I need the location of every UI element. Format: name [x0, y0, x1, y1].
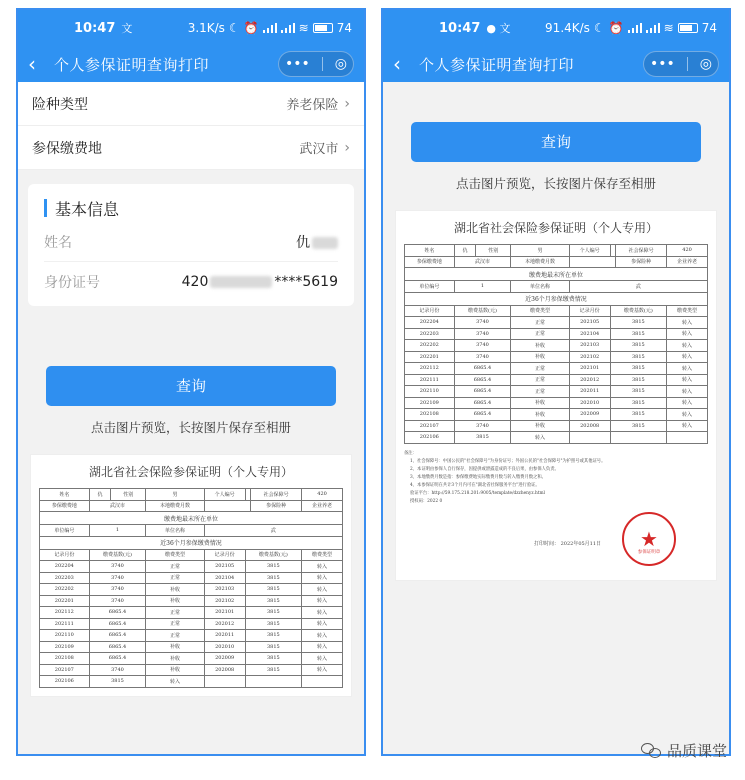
- table-cell: 3815: [245, 595, 302, 607]
- section-months-heading: 近36个月参保缴费情况: [40, 536, 343, 549]
- table-cell: 3815: [245, 664, 302, 676]
- info-cell: 参保险种: [616, 256, 667, 268]
- table-cell: 202112: [40, 607, 90, 619]
- table-cell: 202105: [569, 317, 610, 329]
- translate-icon: 文: [121, 22, 133, 35]
- info-cell: 本地缴费月数: [146, 500, 205, 512]
- miniprogram-capsule: [278, 51, 354, 77]
- table-cell: 202106: [40, 676, 90, 688]
- table-cell: 6865.4: [89, 641, 146, 653]
- certificate-image[interactable]: [395, 210, 717, 581]
- table-row: [40, 664, 343, 676]
- table-row: [40, 561, 343, 573]
- table-cell: 转入: [302, 641, 343, 653]
- insurance-type-label: 险种类型: [32, 96, 88, 113]
- info-cell: 姓名: [405, 245, 455, 257]
- info-cell: 性别: [111, 489, 146, 501]
- table-row: [40, 676, 343, 688]
- table-cell: 正常: [511, 328, 570, 340]
- unit-cell: 单位编号: [405, 281, 455, 293]
- name-label: 姓名: [44, 234, 72, 251]
- notes-title: 备注：: [404, 450, 417, 456]
- status-right: [545, 21, 717, 35]
- table-cell: 转入: [302, 607, 343, 619]
- table-cell: 3740: [454, 420, 511, 432]
- page-title: 个人参保证明查询打印: [54, 55, 210, 74]
- table-cell: 202204: [40, 561, 90, 573]
- table-cell: 转入: [146, 676, 205, 688]
- chevron-right-icon: ›: [344, 139, 350, 156]
- table-cell: 202101: [569, 363, 610, 375]
- table-cell: 转入: [667, 409, 708, 421]
- section-row: [405, 292, 708, 305]
- card-title-text: 基本信息: [55, 199, 120, 219]
- info-cell: 企业养老: [667, 256, 708, 268]
- info-row: [405, 245, 708, 257]
- table-cell: 补收: [146, 595, 205, 607]
- table-cell: 转入: [302, 595, 343, 607]
- table-cell: 202102: [204, 595, 245, 607]
- page-title: 个人参保证明查询打印: [419, 55, 575, 74]
- print-area: [404, 506, 708, 566]
- table-cell: 6865.4: [454, 397, 511, 409]
- section-row: [40, 536, 343, 549]
- moon-icon: ☾: [593, 21, 605, 35]
- table-cell: 202203: [405, 328, 455, 340]
- phone-screen-right: [381, 8, 731, 756]
- id-number-label: 身份证号: [44, 275, 100, 291]
- certificate-image[interactable]: [30, 454, 352, 697]
- note-line: 4、本参保证明在共计3个月内可在"湖北省社保服务平台"进行验证。: [410, 482, 540, 488]
- table-row: [40, 618, 343, 630]
- table-cell: 3740: [89, 584, 146, 596]
- info-cell: 男: [511, 245, 570, 257]
- table-cell: 202009: [569, 409, 610, 421]
- unit-cell: 单位名称: [511, 281, 570, 293]
- table-cell: 202109: [405, 397, 455, 409]
- table-cell: 正常: [511, 317, 570, 329]
- section-row: [40, 512, 343, 525]
- table-cell: 3815: [610, 386, 667, 398]
- table-cell: 3740: [89, 561, 146, 573]
- section-unit-heading: 缴费地最末所在单位: [405, 268, 708, 281]
- table-cell: 正常: [511, 386, 570, 398]
- table-cell: 202202: [405, 340, 455, 352]
- table-cell: 202106: [405, 432, 455, 444]
- note-line: 3、本地缴费月数是指：参保缴费地实际缴费月数与转入缴费月数之和。: [410, 474, 546, 480]
- card-title: [44, 194, 338, 222]
- months-header-cell: 缴费类型: [146, 549, 205, 561]
- table-row: [40, 595, 343, 607]
- table-cell: 转入: [302, 664, 343, 676]
- wechat-icon: [641, 743, 663, 759]
- info-cell: 420: [302, 489, 343, 501]
- table-row: [405, 409, 708, 421]
- section-unit-heading: 缴费地最末所在单位: [40, 512, 343, 525]
- table-cell: 转入: [302, 572, 343, 584]
- table-cell: 202201: [405, 351, 455, 363]
- table-cell: 202112: [405, 363, 455, 375]
- status-right: [188, 21, 352, 35]
- seal-text: 参保证明章: [637, 549, 661, 555]
- table-cell: 202109: [40, 641, 90, 653]
- table-cell: 202011: [569, 386, 610, 398]
- table-row: [405, 397, 708, 409]
- name-field: [44, 222, 338, 262]
- table-cell: 3740: [454, 328, 511, 340]
- table-cell: [610, 432, 667, 444]
- signal-icon-2: [281, 23, 295, 33]
- table-cell: 202203: [40, 572, 90, 584]
- table-cell: 202104: [204, 572, 245, 584]
- table-cell: 202101: [204, 607, 245, 619]
- table-cell: 3815: [245, 572, 302, 584]
- table-cell: 6865.4: [89, 653, 146, 665]
- table-cell: 正常: [146, 607, 205, 619]
- info-cell: 参保险种: [251, 500, 302, 512]
- months-header-cell: 缴费基数(元): [245, 549, 302, 561]
- wifi-icon: ≋: [298, 21, 309, 35]
- table-cell: 转入: [667, 363, 708, 375]
- table-cell: 转入: [302, 618, 343, 630]
- table-cell: 转入: [667, 374, 708, 386]
- table-cell: 补收: [511, 397, 570, 409]
- table-cell: 3815: [610, 409, 667, 421]
- table-cell: 202103: [204, 584, 245, 596]
- table-cell: [204, 676, 245, 688]
- id-number-value: 420 ****5619: [181, 274, 338, 290]
- table-cell: 202204: [405, 317, 455, 329]
- info-cell: 社会保障号: [616, 245, 667, 257]
- table-cell: 202107: [405, 420, 455, 432]
- watermark-text: 品质课堂: [666, 742, 727, 760]
- insurance-type-row[interactable]: [18, 82, 364, 126]
- table-cell: 正常: [146, 618, 205, 630]
- table-cell: 转入: [302, 653, 343, 665]
- unit-cell: 武: [569, 281, 707, 293]
- payment-location-row[interactable]: [18, 126, 364, 170]
- wechat-notify-icon: ● 文: [486, 22, 511, 35]
- close-target-icon[interactable]: ◎: [334, 56, 347, 72]
- alarm-icon: ⏰: [243, 21, 259, 35]
- table-cell: 补收: [146, 641, 205, 653]
- table-row: [40, 653, 343, 665]
- moon-icon: ☾: [228, 21, 240, 35]
- table-cell: 202012: [204, 618, 245, 630]
- table-cell: 3740: [454, 340, 511, 352]
- table-cell: [302, 676, 343, 688]
- table-cell: 转入: [667, 317, 708, 329]
- table-cell: 3740: [454, 317, 511, 329]
- nav-bar: [383, 46, 729, 82]
- table-cell: 202202: [40, 584, 90, 596]
- table-cell: 补收: [511, 351, 570, 363]
- info-cell: 本地缴费月数: [511, 256, 570, 268]
- unit-cell: 单位名称: [146, 525, 205, 537]
- seal-star-icon: ★: [640, 526, 658, 551]
- section-months-heading: 近36个月参保缴费情况: [405, 292, 708, 305]
- table-cell: 202110: [40, 630, 90, 642]
- table-cell: 转入: [302, 584, 343, 596]
- section-row: [405, 268, 708, 281]
- table-cell: 202008: [569, 420, 610, 432]
- network-speed: 91.4K/s: [545, 21, 590, 35]
- print-time: 打印时间： 2022年05月11日: [534, 540, 602, 547]
- table-cell: 202010: [569, 397, 610, 409]
- certificate-table: [404, 244, 708, 444]
- signal-icon: [628, 23, 642, 33]
- info-cell: [569, 256, 615, 268]
- table-cell: 补收: [511, 420, 570, 432]
- nav-bar: [18, 46, 364, 82]
- table-cell: 转入: [667, 386, 708, 398]
- table-cell: 正常: [146, 561, 205, 573]
- basic-info-card: [28, 184, 354, 306]
- table-cell: 补收: [146, 653, 205, 665]
- table-cell: 3815: [610, 317, 667, 329]
- certificate-notes: [404, 450, 708, 506]
- info-cell: 参保缴费地: [405, 256, 455, 268]
- note-line: 验证平台：http://59.175.218.201:9005/template/dzzhenyz.html: [410, 490, 545, 496]
- status-bar: [383, 10, 729, 46]
- more-icon[interactable]: •••: [650, 56, 675, 72]
- months-header-row: [40, 549, 343, 561]
- info-cell: 男: [146, 489, 205, 501]
- info-cell: 个人编号: [204, 489, 245, 501]
- table-cell: 202102: [569, 351, 610, 363]
- insurance-type-value: 养老保险: [286, 98, 339, 113]
- table-cell: 转入: [667, 397, 708, 409]
- table-row: [405, 432, 708, 444]
- table-cell: 3815: [245, 630, 302, 642]
- unit-cell: 武: [204, 525, 342, 537]
- table-row: [405, 340, 708, 352]
- table-cell: 6865.4: [454, 386, 511, 398]
- info-row: [405, 256, 708, 268]
- table-cell: [245, 676, 302, 688]
- payment-location-label: 参保缴费地: [32, 140, 102, 157]
- table-cell: 202111: [40, 618, 90, 630]
- table-cell: 3815: [454, 432, 511, 444]
- table-row: [405, 386, 708, 398]
- table-cell: 3815: [245, 653, 302, 665]
- status-time: 10:47: [74, 20, 116, 36]
- query-button[interactable]: 查询: [46, 366, 336, 406]
- table-row: [40, 584, 343, 596]
- table-cell: 202012: [569, 374, 610, 386]
- months-header-cell: 缴费类型: [511, 305, 570, 317]
- table-cell: 6865.4: [454, 374, 511, 386]
- payment-location-value: 武汉市: [299, 142, 339, 157]
- info-row: [40, 500, 343, 512]
- battery-icon: [313, 23, 333, 33]
- table-cell: 6865.4: [89, 618, 146, 630]
- table-cell: 202110: [405, 386, 455, 398]
- table-cell: 3815: [610, 351, 667, 363]
- table-cell: 3815: [610, 363, 667, 375]
- table-cell: 3815: [610, 374, 667, 386]
- query-button[interactable]: 查询: [411, 122, 701, 162]
- table-cell: 202010: [204, 641, 245, 653]
- table-cell: 正常: [511, 374, 570, 386]
- official-seal: [622, 512, 676, 566]
- table-row: [40, 630, 343, 642]
- status-bar: [18, 10, 364, 46]
- signal-icon: [263, 23, 277, 33]
- info-cell: 性别: [476, 245, 511, 257]
- table-cell: 202108: [40, 653, 90, 665]
- table-cell: 202105: [204, 561, 245, 573]
- table-cell: 202107: [40, 664, 90, 676]
- months-header-cell: 缴费类型: [302, 549, 343, 561]
- months-header-cell: 记录月份: [405, 305, 455, 317]
- months-header-row: [405, 305, 708, 317]
- alarm-icon: ⏰: [608, 21, 624, 35]
- table-cell: 3815: [245, 561, 302, 573]
- table-cell: 3815: [245, 584, 302, 596]
- table-cell: 补收: [511, 409, 570, 421]
- table-cell: 6865.4: [454, 409, 511, 421]
- unit-cell: 单位编号: [40, 525, 90, 537]
- table-cell: 3740: [89, 572, 146, 584]
- table-row: [40, 641, 343, 653]
- unit-row: [405, 281, 708, 293]
- table-cell: 202104: [569, 328, 610, 340]
- phone-screen-left: [16, 8, 366, 756]
- table-cell: 转入: [667, 340, 708, 352]
- table-cell: [667, 432, 708, 444]
- months-header-cell: 记录月份: [569, 305, 610, 317]
- table-cell: 202008: [204, 664, 245, 676]
- table-cell: 正常: [146, 630, 205, 642]
- more-icon[interactable]: •••: [285, 56, 310, 72]
- table-cell: 3740: [89, 595, 146, 607]
- table-cell: 6865.4: [89, 607, 146, 619]
- table-row: [405, 363, 708, 375]
- table-row: [40, 572, 343, 584]
- status-time: 10:47: [439, 20, 481, 36]
- signal-icon-2: [646, 23, 660, 33]
- table-cell: 转入: [511, 432, 570, 444]
- miniprogram-capsule: [643, 51, 719, 77]
- preview-hint: 点击图片预览，长按图片保存至相册: [90, 420, 291, 435]
- wifi-icon: ≋: [663, 21, 674, 35]
- table-row: [405, 374, 708, 386]
- close-target-icon[interactable]: ◎: [699, 56, 712, 72]
- watermark: [641, 740, 727, 761]
- preview-hint: 点击图片预览，长按图片保存至相册: [455, 176, 656, 191]
- table-row: [405, 351, 708, 363]
- table-cell: 转入: [667, 328, 708, 340]
- table-cell: 3815: [610, 397, 667, 409]
- certificate-title: 湖北省社会保险参保证明（个人专用）: [88, 465, 293, 479]
- certificate-title: 湖北省社会保险参保证明（个人专用）: [453, 221, 658, 235]
- info-cell: 武汉市: [89, 500, 146, 512]
- months-header-cell: 缴费基数(元): [610, 305, 667, 317]
- table-row: [405, 317, 708, 329]
- name-value: 仇: [296, 232, 338, 252]
- network-speed: 3.1K/s: [187, 21, 225, 35]
- unit-cell: 1: [454, 281, 511, 293]
- table-cell: 3815: [245, 641, 302, 653]
- months-header-cell: 缴费类型: [667, 305, 708, 317]
- table-cell: 3740: [89, 664, 146, 676]
- battery-level: 74: [336, 21, 352, 35]
- months-header-cell: 缴费基数(元): [454, 305, 511, 317]
- table-cell: 202108: [405, 409, 455, 421]
- certificate-table: [39, 488, 343, 688]
- note-line: 1、社会保障号：中国公民的"社会保障号"为身份证号；外国公民的"社会保障号"为护照号或其他证号。: [410, 458, 606, 464]
- battery-icon: [678, 23, 698, 33]
- table-cell: 3815: [610, 340, 667, 352]
- table-cell: 6865.4: [89, 630, 146, 642]
- table-cell: [569, 432, 610, 444]
- note-line: 授权码：2022 0: [410, 498, 443, 504]
- info-cell: 社会保障号: [251, 489, 302, 501]
- info-cell: 420: [667, 245, 708, 257]
- info-cell: 武汉市: [454, 256, 511, 268]
- table-row: [405, 420, 708, 432]
- table-cell: 202103: [569, 340, 610, 352]
- table-cell: 202201: [40, 595, 90, 607]
- table-cell: 3815: [610, 328, 667, 340]
- table-cell: 补收: [146, 664, 205, 676]
- note-line: 2、本证明由参保人自行保存，因提供或泄露造成的不良后果，由参保人负责。: [410, 466, 559, 472]
- table-cell: 补收: [511, 340, 570, 352]
- info-row: [40, 489, 343, 501]
- table-cell: 正常: [146, 572, 205, 584]
- table-cell: 3815: [89, 676, 146, 688]
- back-icon[interactable]: ‹: [28, 52, 36, 76]
- unit-cell: 1: [89, 525, 146, 537]
- back-icon[interactable]: ‹: [393, 52, 401, 76]
- table-cell: 202009: [204, 653, 245, 665]
- chevron-right-icon: ›: [344, 95, 350, 112]
- info-cell: 个人编号: [569, 245, 610, 257]
- months-header-cell: 记录月份: [204, 549, 245, 561]
- info-cell: 姓名: [40, 489, 90, 501]
- table-cell: 3815: [610, 420, 667, 432]
- months-header-cell: 缴费基数(元): [89, 549, 146, 561]
- table-cell: 3740: [454, 351, 511, 363]
- months-header-cell: 记录月份: [40, 549, 90, 561]
- info-cell: 参保缴费地: [40, 500, 90, 512]
- table-cell: 正常: [511, 363, 570, 375]
- table-cell: 3815: [245, 607, 302, 619]
- battery-level: 74: [701, 21, 717, 35]
- info-cell: [204, 500, 250, 512]
- table-cell: 转入: [667, 351, 708, 363]
- table-cell: 3815: [245, 618, 302, 630]
- table-row: [40, 607, 343, 619]
- id-number-field: [44, 262, 338, 302]
- table-row: [405, 328, 708, 340]
- table-cell: 补收: [146, 584, 205, 596]
- table-cell: 转入: [667, 420, 708, 432]
- info-cell: 仇: [454, 245, 476, 257]
- table-cell: 转入: [302, 630, 343, 642]
- info-cell: 企业养老: [302, 500, 343, 512]
- info-cell: 仇: [89, 489, 111, 501]
- table-cell: 6865.4: [454, 363, 511, 375]
- table-cell: 202011: [204, 630, 245, 642]
- table-cell: 202111: [405, 374, 455, 386]
- unit-row: [40, 525, 343, 537]
- table-cell: 转入: [302, 561, 343, 573]
